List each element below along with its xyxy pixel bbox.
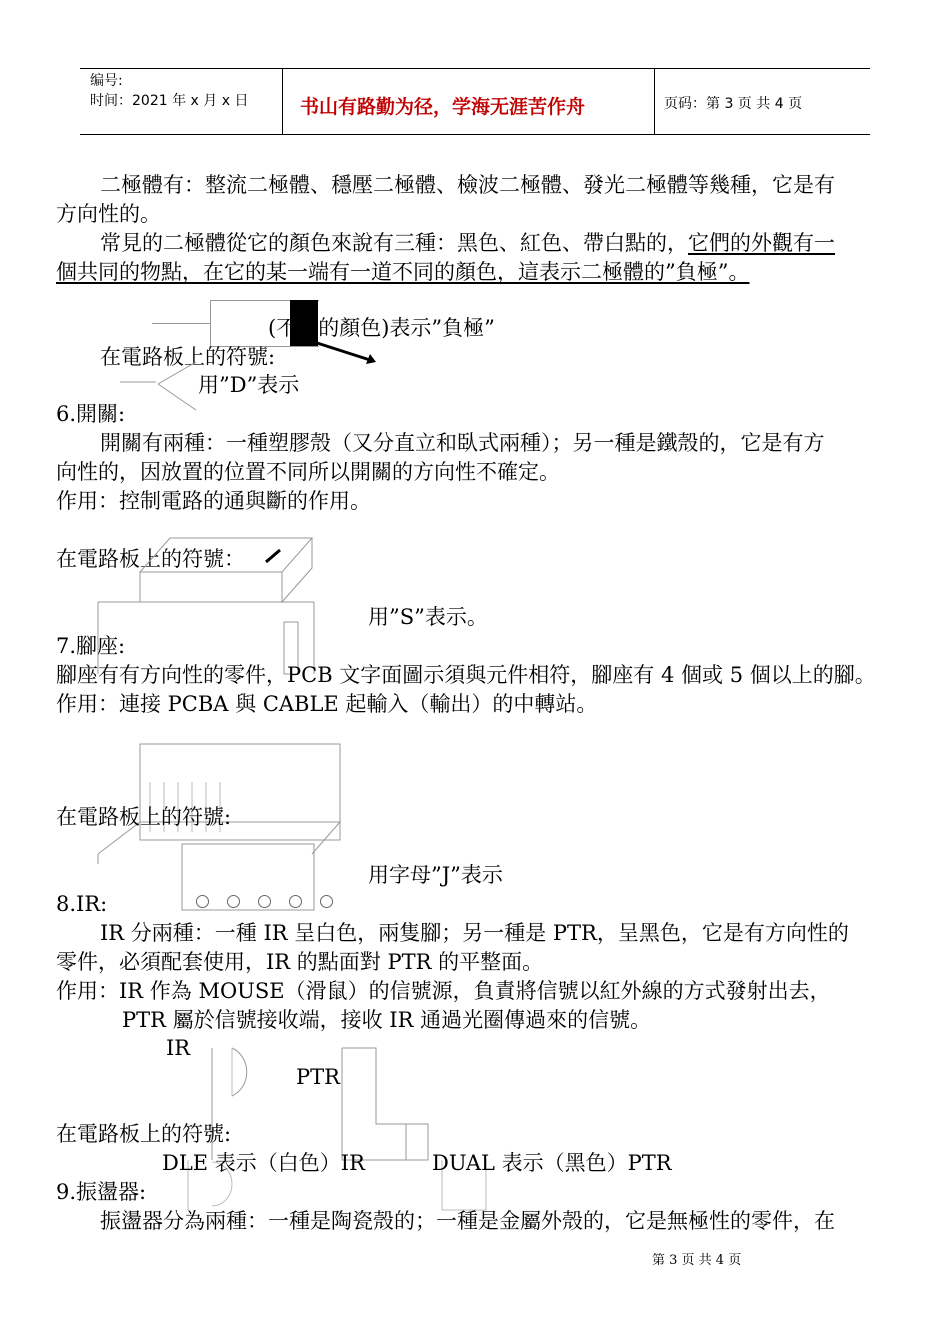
diode-paragraph-1-line-1: 二極體有：整流二極體、穩壓二極體、檢波二極體、發光二極體等幾種，它是有: [100, 173, 835, 197]
switch-symbol-label: 在電路板上的符號：: [56, 547, 245, 571]
socket-use: 作用：連接 PCBA 與 CABLE 起輸入（輸出）的中轉站。: [56, 692, 598, 716]
ir-use-line-1: 作用：IR 作為 MOUSE（滑鼠）的信號源，負責將信號以紅外線的方式發射出去，: [56, 979, 831, 1003]
socket-symbol-text: 用字母”J”表示: [368, 863, 503, 887]
ir-use-line-2: PTR 屬於信號接收端，接收 IR 通過光圈傳過來的信號。: [122, 1008, 652, 1032]
header-top-rule: [80, 68, 870, 69]
diode-paragraph-2-line-2: 個共同的物點，在它的某一端有一道不同的顏色，這表示二極體的”負極”。: [56, 260, 750, 284]
switch-paragraph-line-2: 向性的，因放置的位置不同所以開關的方向性不確定。: [56, 460, 560, 484]
socket-pin-4: [289, 895, 302, 908]
switch-use: 作用：控制電路的通與斷的作用。: [56, 489, 371, 513]
header-motto: 书山有路勤为径，学海无涯苦作舟: [300, 96, 586, 118]
socket-paragraph: 腳座有有方向性的零件，PCB 文字面圖示須與元件相符，腳座有 4 個或 5 個以上的腳。: [56, 663, 876, 687]
header-number-label: 编号:: [90, 73, 123, 89]
diode-paragraph-2-text: 常見的二極體從它的顏色來說有三種：黑色、紅色、帶白點的，: [100, 231, 688, 255]
socket-pin-5: [320, 895, 333, 908]
header-page-info: 页码：第 3 页 共 4 页: [664, 96, 803, 112]
header-date: 时间：2021 年 x 月 x 日: [90, 93, 249, 109]
ir-figure-ptr-label: PTR: [296, 1065, 340, 1089]
ir-symbol-dle: DLE 表示（白色）IR: [162, 1151, 365, 1175]
socket-pin-3: [258, 895, 271, 908]
socket-pin-2: [227, 895, 240, 908]
socket-symbol-label: 在電路板上的符號:: [56, 805, 232, 829]
diode-paragraph-2-underlined-start: 它們的外觀有一: [688, 231, 835, 255]
oscillator-heading: 9.振盪器:: [56, 1180, 147, 1204]
diode-symbol-label: 在電路板上的符號:: [100, 345, 276, 369]
header-bottom-rule: [80, 134, 870, 135]
diode-paragraph-1-line-2: 方向性的。: [56, 202, 161, 226]
switch-heading: 6.開關:: [56, 402, 126, 426]
ir-symbol-label: 在電路板上的符號:: [56, 1122, 232, 1146]
diode-figure-label: (不同的顏色)表示”負極”: [268, 316, 495, 340]
socket-pin-1: [196, 895, 209, 908]
diode-symbol-icon: [116, 358, 206, 418]
switch-component-icon: [94, 532, 334, 682]
diode-paragraph-2-line-1: [100, 229, 835, 257]
diode-pointer-arrow: [310, 338, 390, 368]
ir-figure-ir-label: IR: [166, 1036, 191, 1060]
header-divider-right: [654, 68, 655, 135]
ir-symbol-dual: DUAL 表示（黑色）PTR: [432, 1151, 672, 1175]
switch-symbol-text: 用”S”表示。: [368, 605, 488, 629]
header-divider-left: [282, 68, 283, 135]
diode-symbol-text: 用”D”表示: [198, 373, 300, 397]
switch-paragraph-line-1: 開關有兩種：一種塑膠殼（又分直立和臥式兩種）；另一種是鐵殼的，它是有方: [100, 431, 825, 455]
ir-paragraph-line-2: 零件，必須配套使用，IR 的點面對 PTR 的平整面。: [56, 950, 544, 974]
socket-heading: 7.腳座:: [56, 634, 126, 658]
oscillator-paragraph: 振盪器分為兩種：一種是陶瓷殼的；一種是金屬外殼的，它是無極性的零件，在: [100, 1209, 835, 1233]
ir-paragraph-line-1: IR 分兩種：一種 IR 呈白色，兩隻腳；另一種是 PTR，呈黑色，它是有方向性的: [100, 921, 849, 945]
page-footer-info: 第 3 页 共 4 页: [652, 1253, 742, 1268]
diode-lead-line: [152, 323, 210, 324]
ir-heading: 8.IR:: [56, 892, 108, 916]
